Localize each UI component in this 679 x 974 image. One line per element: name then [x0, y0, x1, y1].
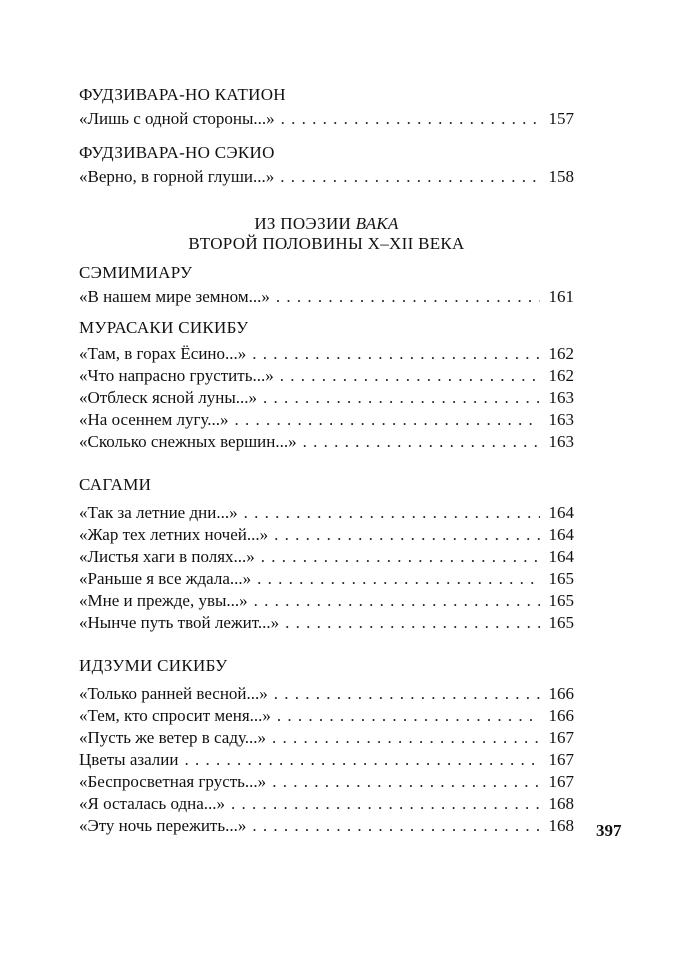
page-number: 397 — [596, 821, 622, 840]
entry-title: «Я осталась одна...» — [79, 794, 226, 813]
dot-leader — [244, 502, 540, 524]
entry-page: 165 — [548, 591, 574, 610]
toc-entry — [79, 409, 574, 431]
dot-leader — [272, 771, 540, 793]
entry-title: «Только ранней весной...» — [79, 684, 268, 703]
toc-entry — [79, 546, 574, 568]
entry-page: 162 — [548, 344, 574, 363]
toc-entry — [79, 343, 574, 365]
dot-leader — [185, 749, 541, 771]
entry-page: 166 — [548, 706, 574, 725]
toc-entry — [79, 705, 574, 727]
dot-leader — [261, 546, 540, 568]
entry-page: 168 — [548, 794, 574, 813]
entry-page: 168 — [548, 816, 574, 835]
toc-page — [79, 84, 574, 837]
toc-entry — [79, 365, 574, 387]
author-heading: СЭМИМИАРУ — [79, 263, 193, 282]
entry-title: «Нынче путь твой лежит...» — [79, 613, 280, 632]
entry-page: 163 — [548, 388, 574, 407]
entry-title: «Тем, кто спросит меня...» — [79, 706, 271, 725]
toc-entry — [79, 749, 574, 771]
entry-title: «Пусть же ветер в саду...» — [79, 728, 267, 747]
entry-page: 164 — [548, 525, 574, 544]
toc-entry — [79, 683, 574, 705]
toc-entry — [79, 612, 574, 634]
entry-title: «Раньше я все ждала...» — [79, 569, 252, 588]
toc-entry — [79, 524, 574, 546]
entry-title: «Мне и прежде, увы...» — [79, 591, 248, 610]
author-heading: ФУДЗИВАРА-НО КАТИОН — [79, 85, 286, 104]
entry-page: 158 — [548, 167, 574, 186]
entry-page: 167 — [548, 728, 574, 747]
entry-title: «Беспросветная грусть...» — [79, 772, 267, 791]
section-heading-italic: ВАКА — [355, 214, 399, 233]
dot-leader — [252, 343, 540, 365]
toc-group — [79, 262, 574, 308]
entry-page: 157 — [548, 109, 574, 128]
entry-page: 161 — [548, 287, 574, 306]
dot-leader — [281, 108, 540, 130]
toc-group — [79, 142, 574, 188]
entry-page: 164 — [548, 503, 574, 522]
entry-title: «На осеннем лугу...» — [79, 410, 229, 429]
dot-leader — [257, 568, 540, 590]
toc-entry — [79, 286, 574, 308]
dot-leader — [276, 286, 540, 308]
entry-page: 167 — [548, 772, 574, 791]
author-heading: САГАМИ — [79, 475, 152, 494]
entry-title: «Что напрасно грустить...» — [79, 366, 274, 385]
toc-entry — [79, 431, 574, 453]
entry-title: «В нашем мире земном...» — [79, 287, 270, 306]
entry-list — [79, 343, 574, 453]
author-heading: ИДЗУМИ СИКИБУ — [79, 656, 228, 675]
dot-leader — [263, 387, 540, 409]
dot-leader — [285, 612, 540, 634]
dot-leader — [235, 409, 540, 431]
entry-title: «Там, в горах Ёсино...» — [79, 344, 247, 363]
toc-entry — [79, 108, 574, 130]
entry-title: «Листья хаги в полях...» — [79, 547, 255, 566]
dot-leader — [280, 365, 540, 387]
toc-group — [79, 84, 574, 130]
entry-title: «Эту ночь пережить...» — [79, 816, 247, 835]
toc-group — [79, 317, 574, 453]
author-heading: МУРАСАКИ СИКИБУ — [79, 318, 249, 337]
section-heading-line1 — [79, 214, 574, 234]
entry-list — [79, 502, 574, 634]
toc-entry — [79, 771, 574, 793]
toc-entry — [79, 502, 574, 524]
dot-leader — [277, 705, 540, 727]
dot-leader — [280, 166, 540, 188]
entry-list — [79, 683, 574, 837]
toc-entry — [79, 568, 574, 590]
section-heading-line2: ВТОРОЙ ПОЛОВИНЫ X–XII ВЕКА — [188, 234, 465, 253]
toc-group — [79, 655, 574, 837]
entry-title: «Так за летние дни...» — [79, 503, 238, 522]
entry-page: 165 — [548, 613, 574, 632]
entry-page: 163 — [548, 410, 574, 429]
author-heading: ФУДЗИВАРА-НО СЭКИО — [79, 143, 275, 162]
toc-entry — [79, 727, 574, 749]
dot-leader — [272, 727, 540, 749]
dot-leader — [231, 793, 540, 815]
entry-page: 165 — [548, 569, 574, 588]
entry-page: 166 — [548, 684, 574, 703]
entry-page: 163 — [548, 432, 574, 451]
entry-title: «Жар тех летних ночей...» — [79, 525, 269, 544]
entry-title: «Сколько снежных вершин...» — [79, 432, 297, 451]
toc-entry — [79, 793, 574, 815]
toc-entry — [79, 166, 574, 188]
section-heading-prefix: ИЗ ПОЭЗИИ — [254, 214, 356, 233]
entry-title: «Лишь с одной стороны...» — [79, 109, 275, 128]
section-heading — [79, 214, 574, 254]
dot-leader — [303, 431, 540, 453]
toc-entry — [79, 387, 574, 409]
toc-entry — [79, 590, 574, 612]
dot-leader — [274, 524, 540, 546]
toc-group — [79, 474, 574, 634]
entry-page: 164 — [548, 547, 574, 566]
toc-entry — [79, 815, 574, 837]
entry-page: 167 — [548, 750, 574, 769]
dot-leader — [252, 815, 540, 837]
entry-page: 162 — [548, 366, 574, 385]
dot-leader — [254, 590, 540, 612]
entry-title: Цветы азалии — [79, 750, 179, 769]
dot-leader — [274, 683, 540, 705]
entry-title: «Верно, в горной глуши...» — [79, 167, 275, 186]
entry-title: «Отблеск ясной луны...» — [79, 388, 258, 407]
